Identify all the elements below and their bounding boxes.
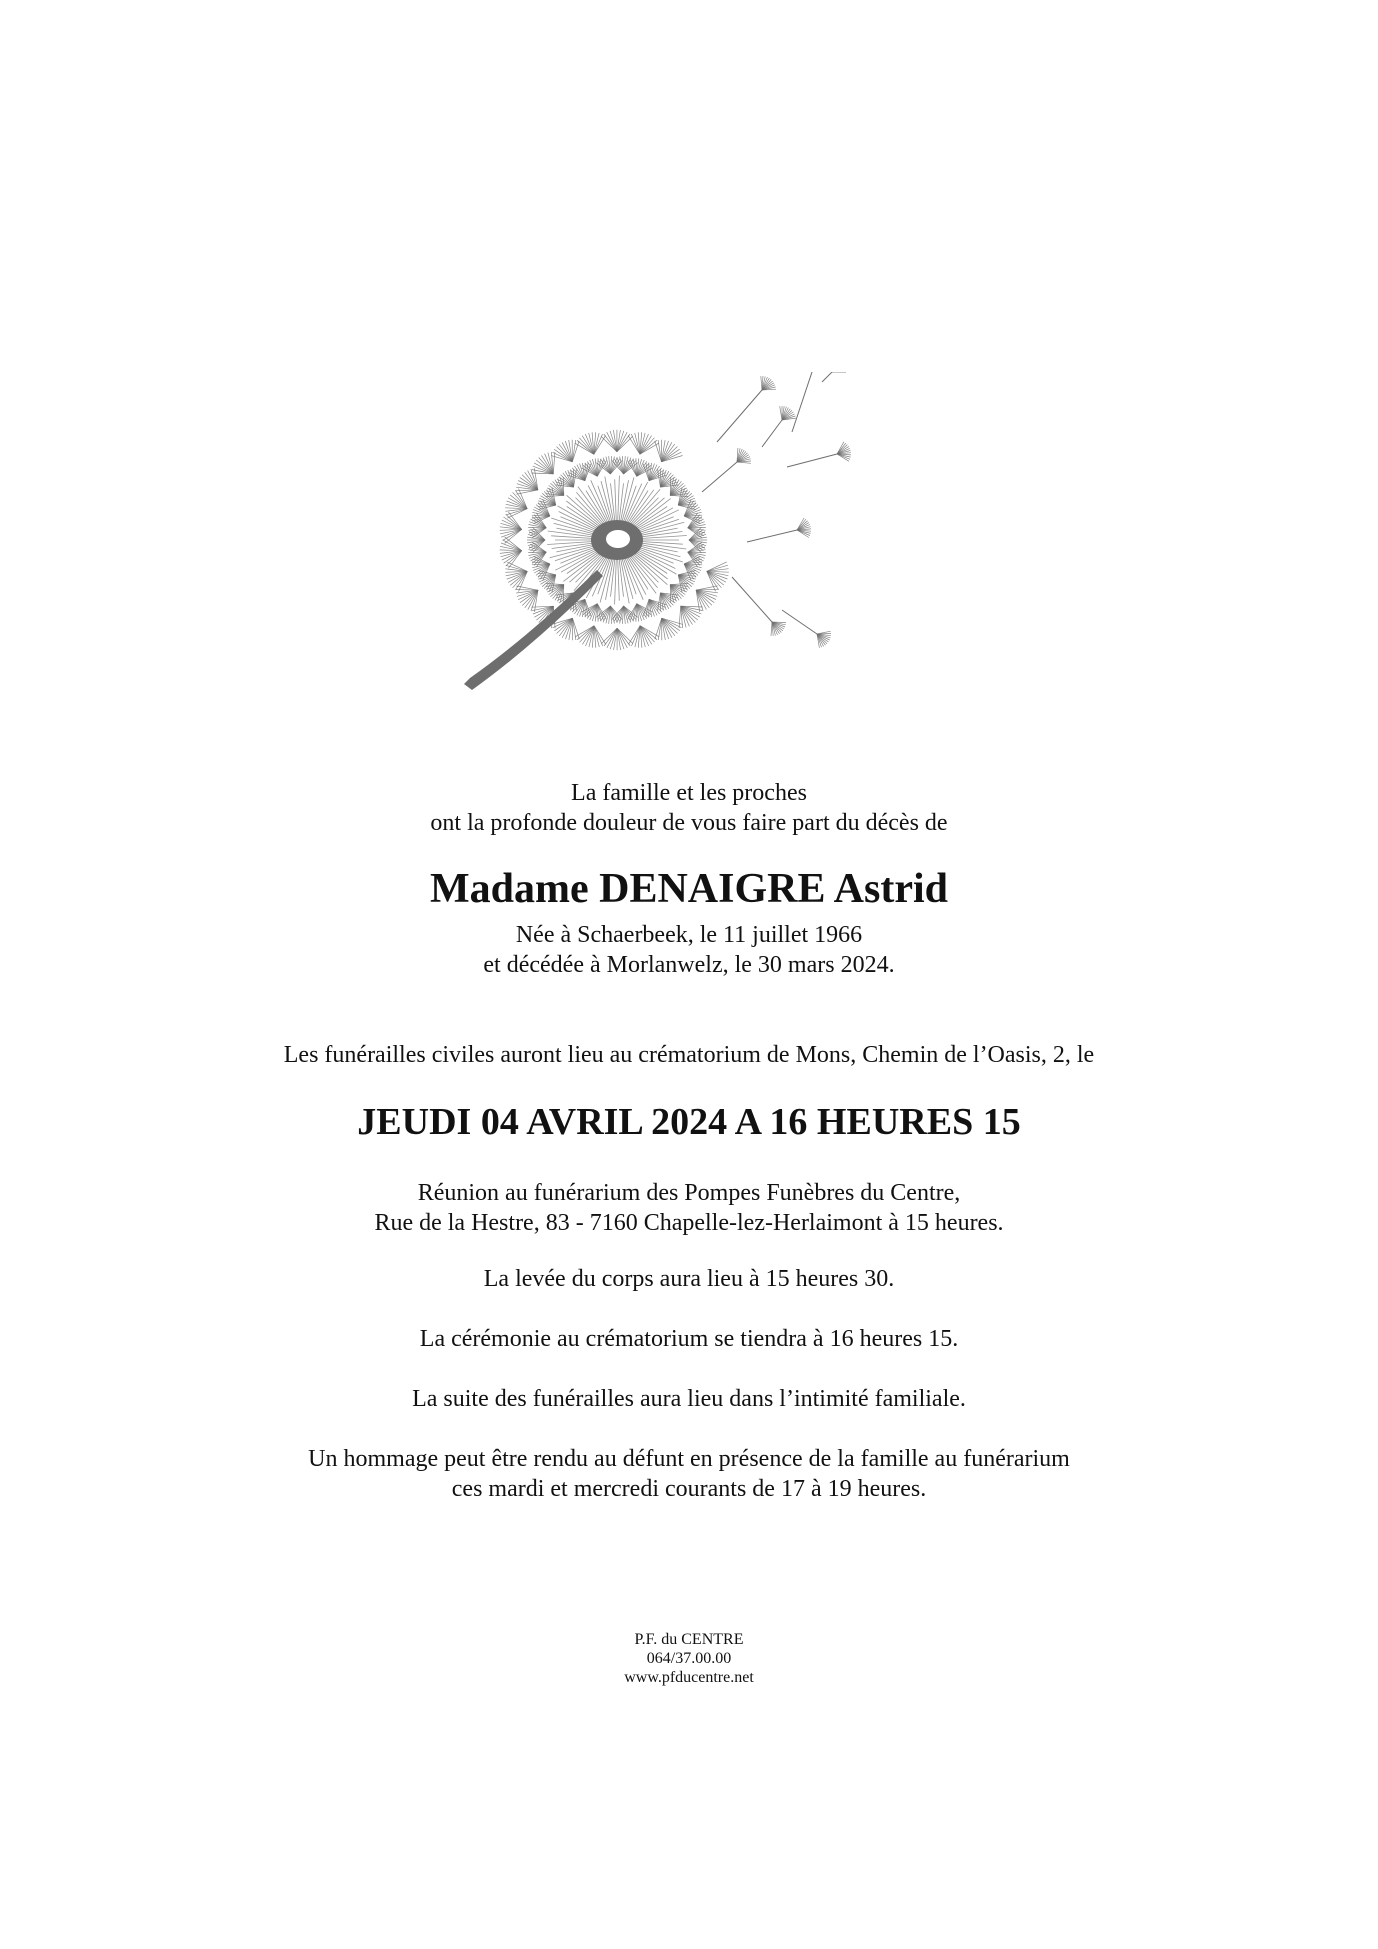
funeral-home-footer — [0, 1630, 1378, 1687]
footer-phone: 064/37.00.00 — [646, 1650, 732, 1667]
continuation-info: La suite des funérailles aura lieu dans l’intimité familiale. — [412, 1386, 966, 1412]
death-line: et décédée à Morlanwelz, le 30 mars 2024. — [483, 952, 895, 978]
footer-website: www.pfducentre.net — [624, 1669, 754, 1686]
meeting-info — [0, 1178, 1378, 1238]
intro-line-1: La famille et les proches — [571, 780, 807, 806]
footer-company: P.F. du CENTRE — [634, 1631, 744, 1648]
dandelion-icon — [462, 372, 892, 690]
tribute-line-2: ces mardi et mercredi courants de 17 à 19 heures. — [451, 1476, 927, 1502]
life-dates — [0, 920, 1378, 980]
body-lifting-info: La levée du corps aura lieu à 15 heures 30. — [483, 1266, 895, 1292]
tribute-info — [0, 1444, 1378, 1504]
meeting-line-1: Réunion au funérarium des Pompes Funèbres du Centre, — [417, 1180, 961, 1206]
deceased-name: Madame DENAIGRE Astrid — [429, 866, 948, 912]
intro-text — [0, 778, 1378, 838]
meeting-line-2: Rue de la Hestre, 83 - 7160 Chapelle-lez-Herlaimont à 15 heures. — [374, 1210, 1004, 1236]
funeral-intro: Les funérailles civiles auront lieu au crématorium de Mons, Chemin de l’Oasis, 2, le — [283, 1042, 1095, 1068]
funeral-date-time: JEUDI 04 AVRIL 2024 A 16 HEURES 15 — [357, 1101, 1021, 1143]
ceremony-info: La cérémonie au crématorium se tiendra à 16 heures 15. — [419, 1326, 959, 1352]
dandelion-illustration — [462, 372, 892, 690]
birth-line: Née à Schaerbeek, le 11 juillet 1966 — [515, 922, 863, 948]
tribute-line-1: Un hommage peut être rendu au défunt en présence de la famille au funérarium — [308, 1446, 1070, 1472]
intro-line-2: ont la profonde douleur de vous faire part du décès de — [430, 810, 948, 836]
